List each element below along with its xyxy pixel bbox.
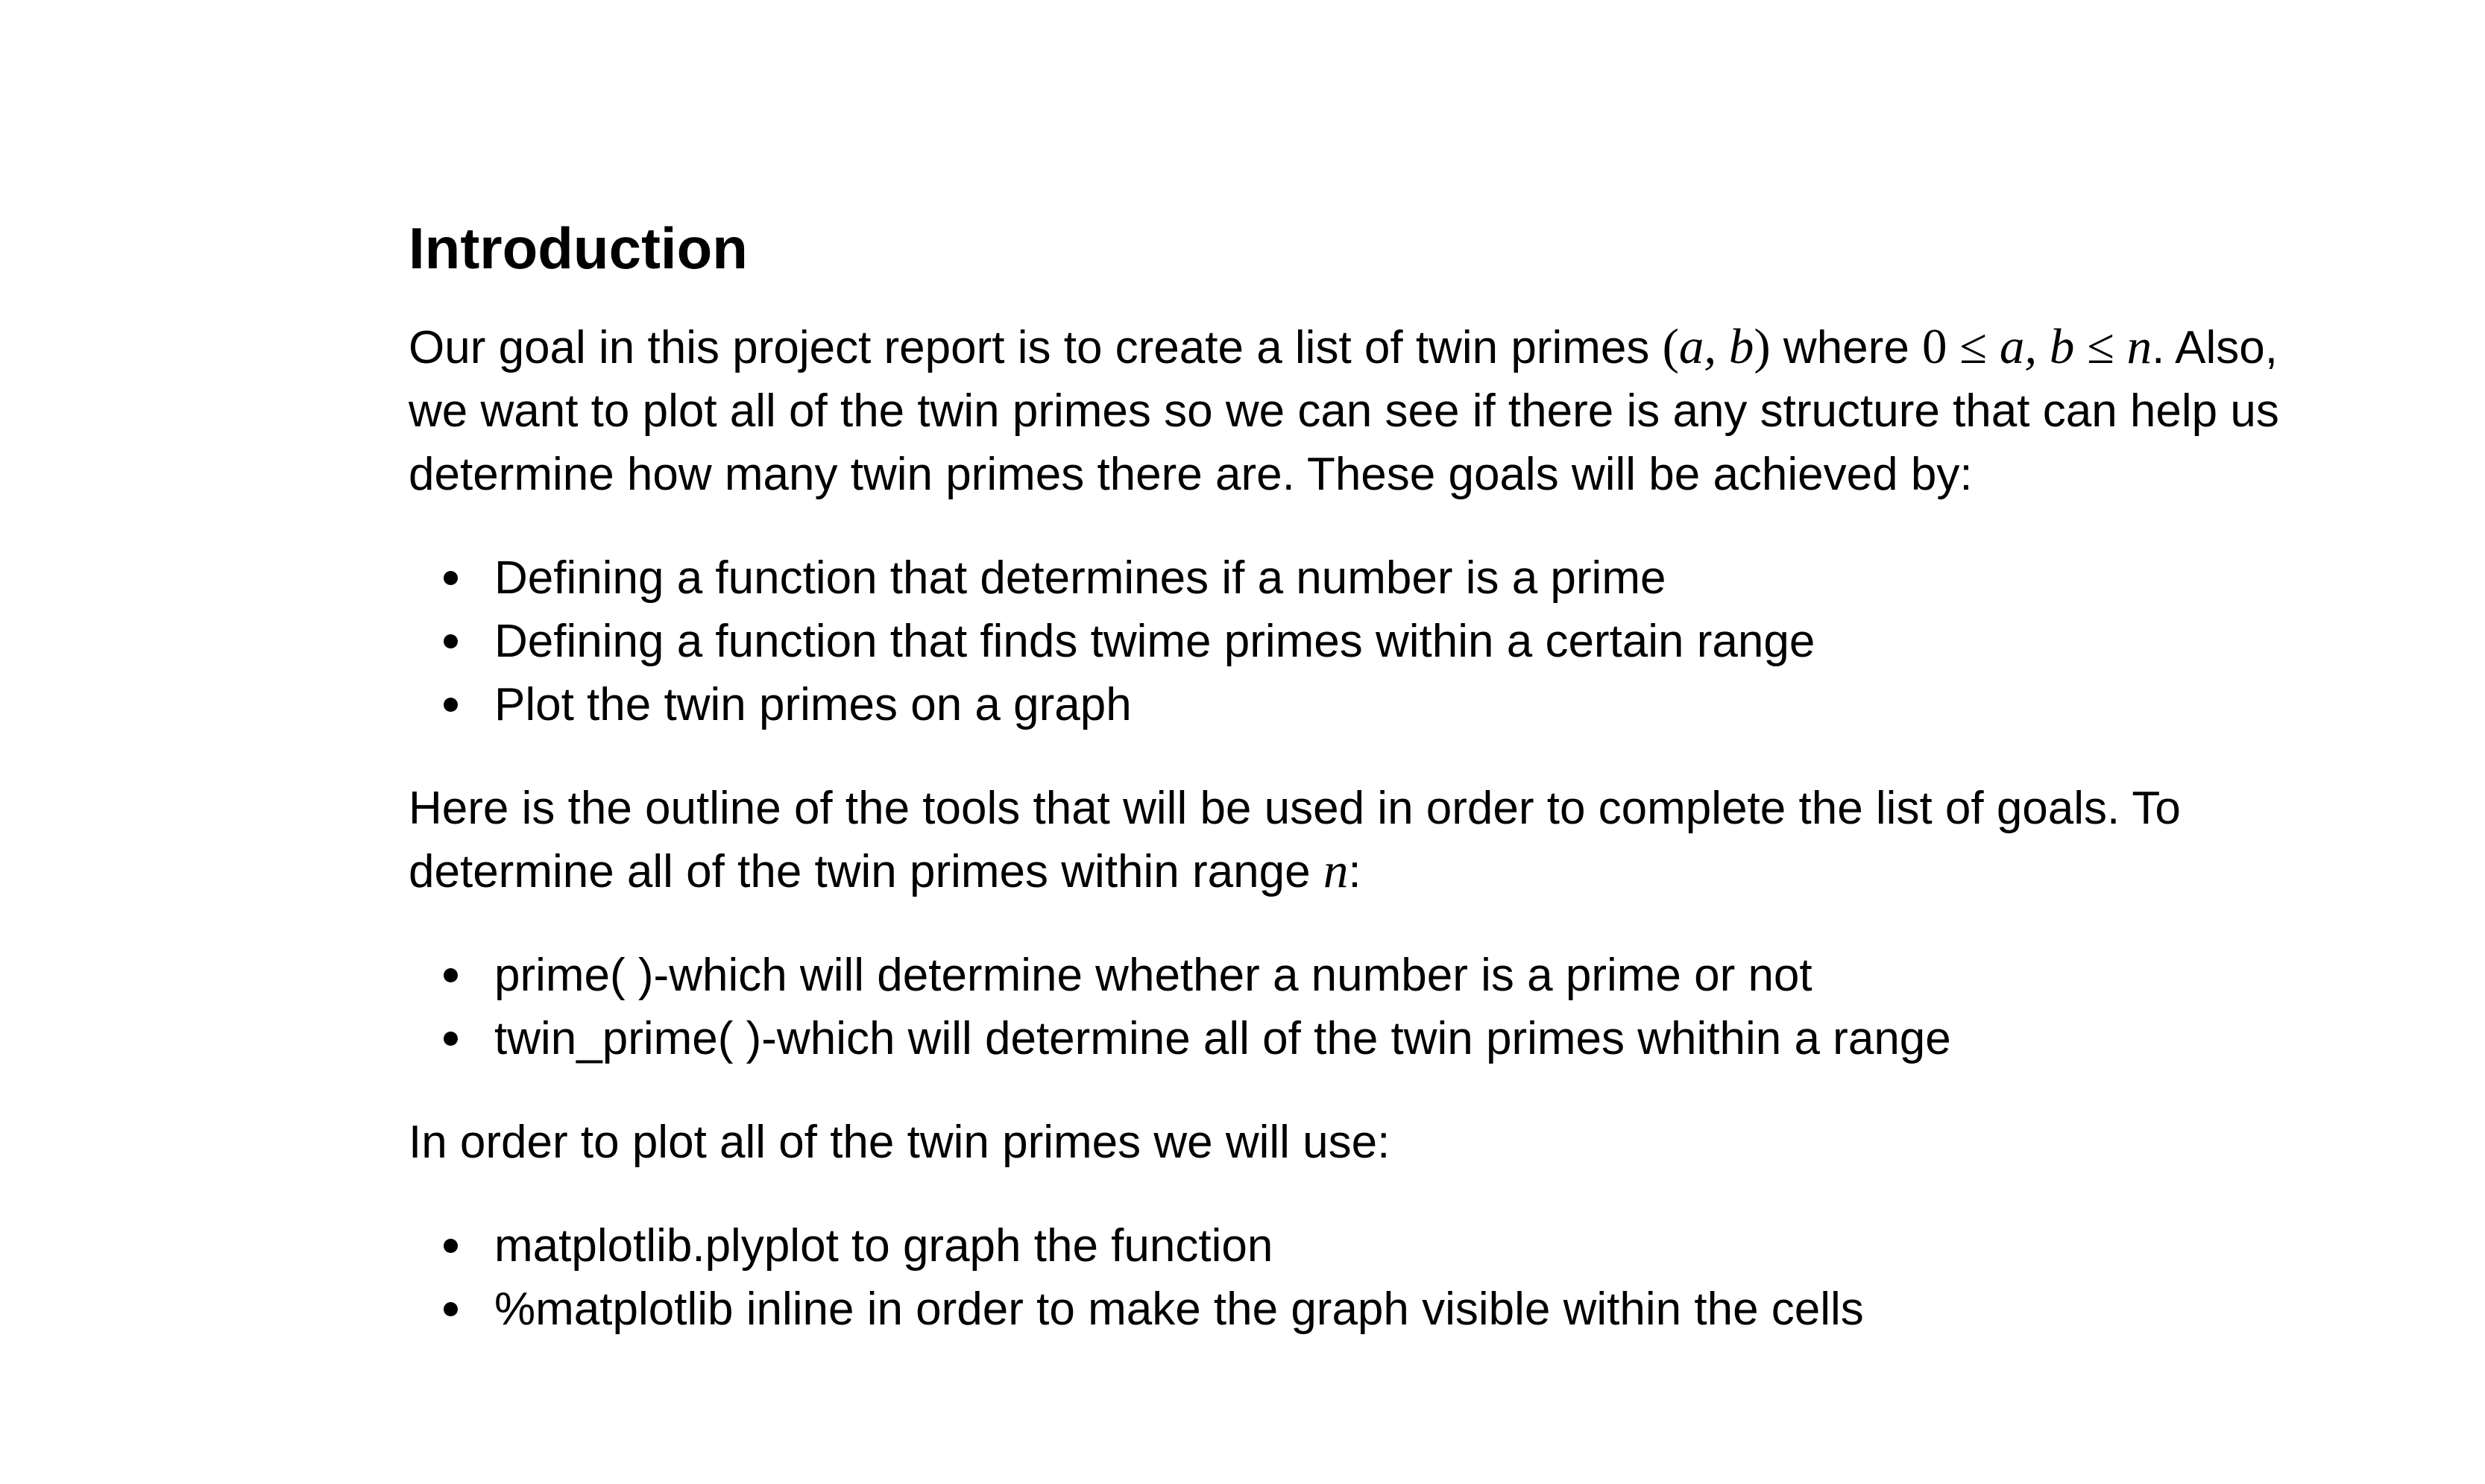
- page-title: Introduction: [409, 215, 748, 281]
- list-item: [494, 546, 2340, 610]
- plot-intro-paragraph: In order to plot all of the twin primes we will use:: [409, 1117, 1390, 1168]
- paragraph-text: Our goal in this project report is to create a list of twin primes: [409, 322, 1663, 373]
- paragraph-text: Here is the outline of the tools that will be used in order to complete the list of goals. To determine all of the twin primes within range: [409, 783, 2181, 897]
- plot-tools-list: [409, 1214, 2340, 1341]
- math-variables: a, b: [1678, 319, 1754, 374]
- list-item-text: Defining a function that finds twime primes within a certain range: [494, 616, 1815, 667]
- list-item-text: twin_prime( )-which will determine all of the twin primes whithin a range: [494, 1013, 1951, 1064]
- list-item: [494, 944, 2340, 1007]
- bullet-icon: [444, 634, 458, 648]
- tools-list: [409, 944, 2340, 1070]
- math-zero-leq: 0 ≤: [1922, 319, 2000, 374]
- math-variable-n: n: [1323, 843, 1349, 898]
- math-paren-open: (: [1662, 319, 1679, 374]
- bullet-icon: [444, 968, 458, 982]
- list-item: [494, 673, 2340, 736]
- math-expression-pair: [1663, 319, 1771, 374]
- math-paren-close: ): [1754, 319, 1771, 374]
- bullet-icon: [444, 1302, 458, 1316]
- bullet-icon: [444, 698, 458, 712]
- paragraph-text: where: [1770, 322, 1923, 373]
- list-item: [494, 610, 2340, 673]
- paragraph-text: :: [1348, 846, 1361, 897]
- math-expression-bounds: [1922, 319, 2152, 374]
- math-variable-n: n: [2126, 319, 2152, 374]
- tools-outline-paragraph: [409, 777, 2340, 903]
- intro-paragraph: [409, 316, 2340, 506]
- bullet-icon: [444, 571, 458, 585]
- list-item: [494, 1278, 2340, 1341]
- list-item-text: matplotlib.plyplot to graph the function: [494, 1220, 1273, 1272]
- goals-list: [409, 546, 2340, 736]
- bullet-icon: [444, 1032, 458, 1046]
- list-item: [494, 1007, 2340, 1070]
- list-item-text: Defining a function that determines if a number is a prime: [494, 552, 1666, 604]
- bullet-icon: [444, 1239, 458, 1253]
- list-item-text: %matplotlib inline in order to make the graph visible within the cells: [494, 1283, 1864, 1335]
- math-variables: a, b: [1999, 319, 2075, 374]
- list-item-text: prime( )-which will determine whether a number is a prime or not: [494, 950, 1812, 1001]
- list-item-text: Plot the twin primes on a graph: [494, 679, 1132, 730]
- math-leq: ≤: [2074, 319, 2127, 374]
- list-item: [494, 1214, 2340, 1278]
- paragraph-text: . Also, we want to plot all of the twin primes so we can see if there is any structure that can help us determine how many twin primes there are. These goals will be achieved by:: [409, 322, 2279, 500]
